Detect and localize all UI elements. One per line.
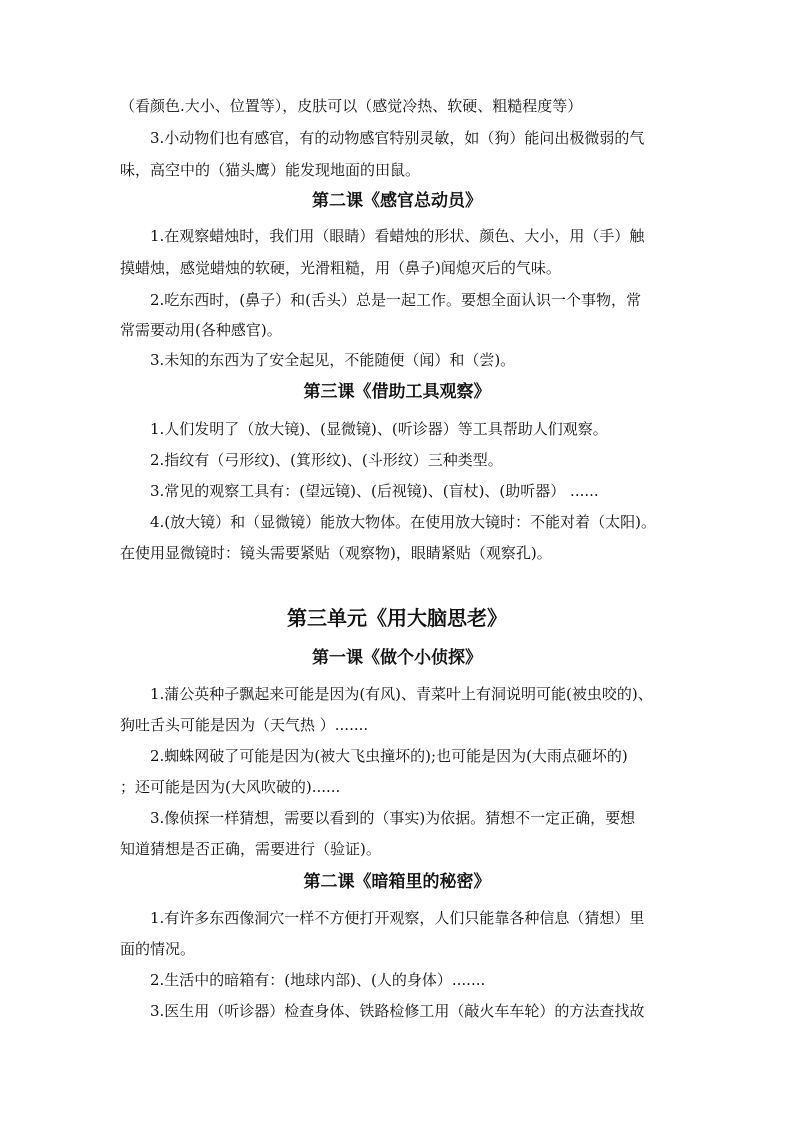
lesson-heading: 第二课《暗箱里的秘密》 [303,872,491,892]
lesson-heading: 第三课《借助工具观察》 [303,382,491,402]
text-line: （看颜色.大小、位置等），皮肤可以（感觉冷热、软硬、粗糙程度等） [120,97,583,115]
text-line: 3.像侦探一样猜想，需要以看到的（事实)为依据。猜想不一定正确，要想 [150,809,636,827]
text-line: 2.蜘蛛网破了可能是因为(被大飞虫撞坏的);也可能是因为(大雨点砸坏的) [150,747,628,765]
text-line: ；还可能是因为(大风吹破的)...... [120,778,341,796]
unit-heading: 第三单元《用大脑思老》 [287,606,507,630]
lesson-heading: 第一课《做个小侦探》 [312,648,482,668]
text-line: 1.人们发明了（放大镜)、(显微镜)、(听诊器）等工具帮助人们观察。 [150,420,608,438]
text-line: 2.指纹有（弓形纹)、(箕形纹)、(斗形纹）三种类型。 [150,451,503,469]
text-line: 面的情况。 [120,940,196,958]
text-line: 3.小动物们也有感官，有的动物感官特别灵敏，如（狗）能问出极微弱的气 [150,129,645,147]
text-line: 2.生活中的暗箱有：(地球内部)、(人的身体）....... [150,971,486,989]
text-line: 1.在观察蜡烛时，我们用（眼睛）看蜡烛的形状、颜色、大小，用（手）触 [150,227,645,245]
text-line: 3.未知的东西为了安全起见，不能随便（闻）和（尝)。 [150,351,516,369]
text-line: 在使用显微镜时：镜头需要紧贴（观察物)，眼睛紧贴（观察孔)。 [120,544,552,562]
lesson-heading: 第二课《感官总动员》 [312,191,482,211]
text-line: 3.医生用（听诊器）检查身体、铁路检修工用（敲火车车轮）的方法查找故 [150,1002,645,1020]
text-line: 摸蜡烛，感觉蜡烛的软硬，光滑粗糙，用（鼻子)闻熄灭后的气味。 [120,259,561,277]
text-line: 2.吃东西时，(鼻子）和(舌头）总是一起工作。要想全面认识一个事物，常 [150,291,642,309]
text-line: 常需要动用(各种感官)。 [120,321,282,339]
text-line: 1.有许多东西像洞穴一样不方便打开观察，人们只能靠各种信息（猜想）里 [150,909,645,927]
text-line: 知道猜想是否正确，需要进行（验证)。 [120,840,381,858]
text-line: 4.(放大镜）和（显微镜）能放大物体。在使用放大镜时：不能对着（太阳)。 [150,513,657,531]
text-line: 狗吐舌头可能是因为（天气热 ）....... [120,716,369,734]
text-line: 1.蒲公英种子飘起来可能是因为(有风)、青菜叶上有洞说明可能(被虫咬的)、 [150,685,653,703]
text-line: 味，高空中的（猫头鹰）能发现地面的田鼠。 [120,161,421,179]
text-line: 3.常见的观察工具有：(望远镜)、(后视镜)、(盲杖)、(助听器） ...... [150,482,599,500]
